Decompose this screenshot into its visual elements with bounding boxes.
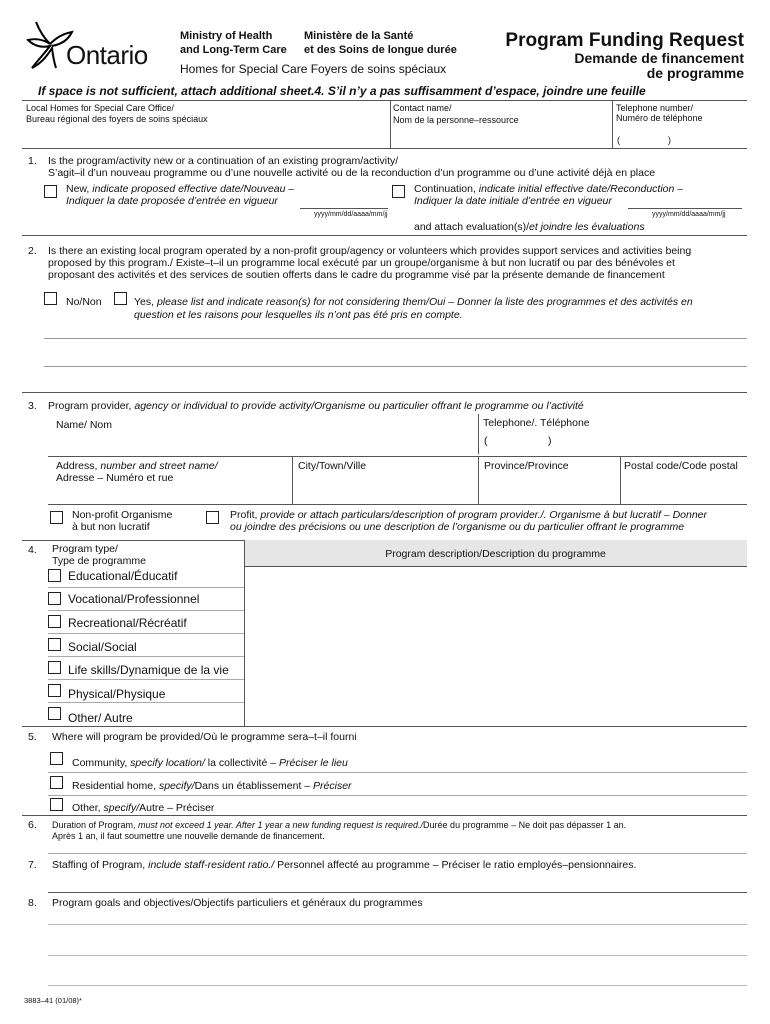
q3-text: Program provider, agency or individual to provide activity/Organisme ou particulier offrant le programme ou l’activité <box>48 400 584 412</box>
recreational-checkbox[interactable] <box>48 615 61 628</box>
contact-name-field[interactable] <box>392 126 610 146</box>
q5-number: 5. <box>28 731 37 743</box>
goals-line-1[interactable] <box>48 924 747 925</box>
office-label-1: Local Homes for Special Care Office/ <box>26 103 174 113</box>
q2-answer-line-1[interactable] <box>44 338 747 339</box>
staffing-field[interactable] <box>48 892 747 893</box>
ministry-fr-line1: Ministère de la Santé <box>304 30 414 42</box>
other-location-checkbox[interactable] <box>50 798 63 811</box>
other-type-checkbox[interactable] <box>48 707 61 720</box>
q6-text-2: Après 1 an, il faut soumettre une nouvelle demande de financement. <box>52 831 325 841</box>
q8-text: Program goals and objectives/Objectifs particuliers et généraux du programmes <box>52 897 423 909</box>
q2-number: 2. <box>28 245 37 257</box>
postal-code-field[interactable] <box>624 486 744 504</box>
city-field[interactable] <box>296 486 474 504</box>
continuation-label-2: Indiquer la date initiale d’entrée en vigueur <box>414 195 612 207</box>
phone-label-2: Numéro de téléphone <box>616 113 703 123</box>
q2-text-2: proposed by this program./ Existe–t–il un programme local exécuté par un groupe/organisme à but non lucratif ou par des bénévoles et <box>48 257 675 269</box>
no-checkbox[interactable] <box>44 292 57 305</box>
program-description-field[interactable] <box>248 570 744 724</box>
other-location-label: Other, specify/Autre – Préciser <box>72 802 215 814</box>
program-type-label-2: Type de programme <box>52 555 146 567</box>
vocational-label: Vocational/Professionnel <box>68 592 200 606</box>
ontario-logo <box>22 18 172 78</box>
contact-label-1: Contact name/ <box>393 103 452 113</box>
life-skills-checkbox[interactable] <box>48 661 61 674</box>
physical-label: Physical/Physique <box>68 687 166 701</box>
duration-field[interactable] <box>48 853 747 854</box>
ministry-en-line1: Ministry of Health <box>180 30 273 42</box>
new-label-1: New, indicate proposed effective date/Nouveau – <box>66 183 295 195</box>
q2-text-1: Is there an existing local program operated by a non-profit group/agency or volunteers which provides support services and activities being <box>48 245 692 257</box>
postal-code-label: Postal code/Code postal <box>624 460 738 472</box>
address-field[interactable] <box>54 486 288 504</box>
continuation-date-format: yyyy/mm/dd/aaaa/mm/jj <box>652 211 726 218</box>
title-fr-line2: de programme <box>646 65 744 81</box>
nonprofit-checkbox[interactable] <box>50 511 63 524</box>
provider-telephone-label: Telephone/. Téléphone <box>483 417 590 429</box>
social-label: Social/Social <box>68 640 137 654</box>
community-checkbox[interactable] <box>50 752 63 765</box>
goals-line-3[interactable] <box>48 985 747 986</box>
life-skills-label: Life skills/Dynamique de la vie <box>68 663 229 677</box>
program-type-label-1: Program type/ <box>52 543 118 555</box>
homes-subtitle: Homes for Special Care Foyers de soins spéciaux <box>180 62 447 76</box>
recreational-label: Recreational/Récréatif <box>68 616 187 630</box>
q4-number: 4. <box>28 544 37 556</box>
nonprofit-label-1: Non-profit Organisme <box>72 509 173 521</box>
provider-name-field[interactable] <box>54 432 474 452</box>
nonprofit-label-2: à but non lucratif <box>72 521 150 533</box>
q1-text-fr: S’agit–il d’un nouveau programme ou d’une nouvelle activité ou de la reconduction d’un programme ou d’une activité déjà en place <box>48 167 656 179</box>
continuation-date-field[interactable] <box>628 208 742 209</box>
contact-label-2: Nom de la personne–ressource <box>393 115 519 125</box>
q2-answer-line-2[interactable] <box>44 366 747 367</box>
q5-text: Where will program be provided/Où le programme sera–t–il fourni <box>52 731 357 743</box>
physical-checkbox[interactable] <box>48 684 61 697</box>
new-date-format: yyyy/mm/dd/aaaa/mm/jj <box>314 211 388 218</box>
new-label-2: Indiquer la date proposée d’entrée en vigueur <box>66 195 278 207</box>
q7-number: 7. <box>28 859 37 871</box>
no-label: No/Non <box>66 296 102 308</box>
program-description-header: Program description/Description du programme <box>385 548 606 560</box>
profit-label-1: Profit, provide or attach particulars/description of program provider./. Organisme à but lucratif – Donner <box>230 509 708 521</box>
address-label-2: Adresse – Numéro et rue <box>56 472 174 484</box>
instruction-banner: If space is not sufficient, attach additional sheet.4. S’il n’y a pas suffisamment d’espace, joindre une feuille <box>38 84 646 98</box>
city-label: City/Town/Ville <box>298 460 367 472</box>
yes-checkbox[interactable] <box>114 292 127 305</box>
q8-number: 8. <box>28 897 37 909</box>
phone-paren-close: ) <box>668 135 671 145</box>
q1-text-en: Is the program/activity new or a continuation of an existing program/activity/ <box>48 155 399 167</box>
yes-label-2: question et les raisons pour lesquelles ils n’ont pas été pris en compte. <box>134 309 463 321</box>
title-en: Program Funding Request <box>505 30 744 51</box>
continuation-checkbox[interactable] <box>392 185 405 198</box>
vocational-checkbox[interactable] <box>48 592 61 605</box>
community-label: Community, specify location/ la collectivité – Préciser le lieu <box>72 757 348 769</box>
province-label: Province/Province <box>484 460 569 472</box>
address-label-1: Address, number and street name/ <box>56 460 218 472</box>
q6-number: 6. <box>28 819 37 831</box>
social-checkbox[interactable] <box>48 638 61 651</box>
provider-name-label: Name/ Nom <box>56 419 113 431</box>
phone-number-field[interactable] <box>624 132 744 146</box>
other-type-label: Other/ Autre <box>68 711 133 725</box>
q7-text: Staffing of Program, include staff-resident ratio./ Personnel affecté au programme – Préciser le ratio employés–pensionnaires. <box>52 859 637 871</box>
provider-telephone-field[interactable] <box>560 432 746 452</box>
continuation-label-1: Continuation, indicate initial effective date/Reconduction – <box>414 183 684 195</box>
q3-number: 3. <box>28 400 37 412</box>
goals-line-2[interactable] <box>48 955 747 956</box>
residential-checkbox[interactable] <box>50 776 63 789</box>
ontario-wordmark: Ontario <box>66 40 148 70</box>
phone-label-1: Telephone number/ <box>616 103 694 113</box>
office-field[interactable] <box>24 126 386 146</box>
profit-label-2: ou joindre des précisions ou une description de l’organisme ou du particulier offrant le programme <box>230 521 685 533</box>
phone-paren-open: ( <box>617 135 620 145</box>
title-fr-line1: Demande de financement <box>574 50 744 66</box>
attach-evaluation-label: and attach evaluation(s)/et joindre les évaluations <box>414 221 645 233</box>
provider-paren-close: ) <box>548 435 552 447</box>
q1-number: 1. <box>28 155 37 167</box>
educational-checkbox[interactable] <box>48 569 61 582</box>
provider-paren-open: ( <box>484 435 488 447</box>
ministry-fr-line2: et des Soins de longue durée <box>304 44 457 56</box>
q6-text-1: Duration of Program, must not exceed 1 year. After 1 year a new funding request is required./Durée du programme – Ne doit pas dépasser 1 an. <box>52 820 627 830</box>
form-number: 3883–41 (01/08)* <box>24 996 82 1005</box>
yes-label-1: Yes, please list and indicate reason(s) for not considering them/Oui – Donner la liste des programmes et des activités en <box>134 296 693 308</box>
profit-checkbox[interactable] <box>206 511 219 524</box>
province-field[interactable] <box>482 486 616 504</box>
educational-label: Educational/Éducatif <box>68 569 178 583</box>
q2-text-3: proposant des activités et des services de soutien offerts dans le cadre du programme visé par la présente demande de financement <box>48 269 665 281</box>
ministry-en-line2: and Long-Term Care <box>180 44 287 56</box>
office-label-2: Bureau régional des foyers de soins spéciaux <box>26 114 208 124</box>
residential-label: Residential home, specify/Dans un établissement – Préciser <box>72 780 352 792</box>
new-date-field[interactable] <box>300 208 388 209</box>
new-checkbox[interactable] <box>44 185 57 198</box>
